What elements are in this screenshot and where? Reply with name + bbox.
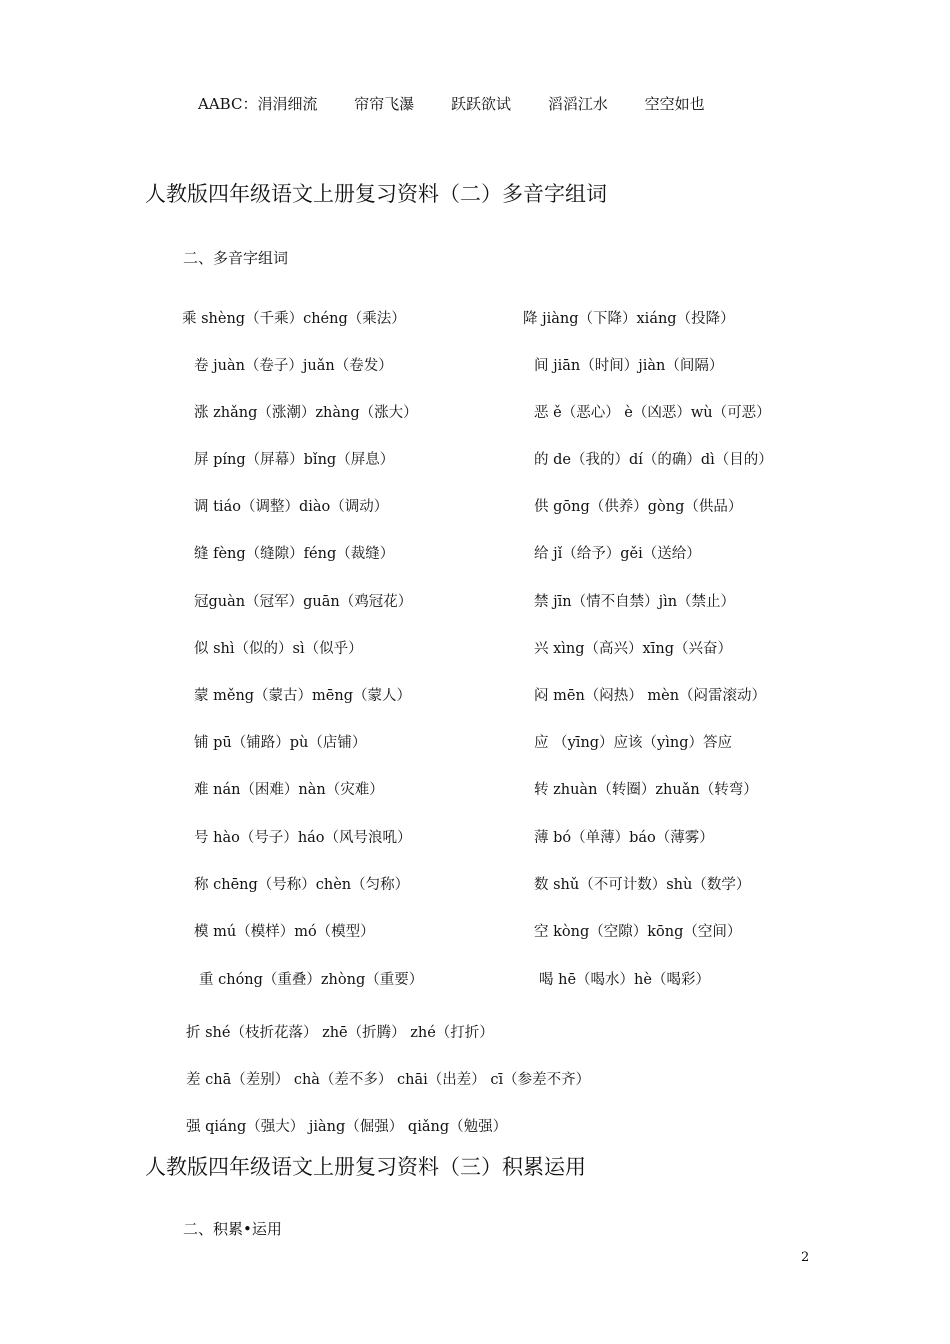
polyphone-entry: 薄 bó（单薄）báo（薄雾）: [534, 830, 714, 846]
polyphone-entry: 转 zhuàn（转圈）zhuǎn（转弯）: [534, 782, 758, 798]
polyphone-entry: 难 nán（困难）nàn（灾难）: [194, 782, 384, 798]
polyphone-entry: 给 jǐ（给予）gěi（送给）: [534, 546, 701, 562]
polyphone-entry: 供 gōng（供养）gòng（供品）: [534, 499, 743, 515]
page-number: 2: [801, 1250, 810, 1265]
polyphone-entry: 折 shé（枝折花落） zhē（折腾） zhé（打折）: [186, 1025, 494, 1041]
aabc-item: 跃跃欲试: [451, 95, 512, 113]
polyphone-entry: 缝 fèng（缝隙）féng（裁缝）: [194, 546, 395, 562]
polyphone-entry: 的 de（我的）dí（的确）dì（目的）: [534, 452, 773, 468]
section2-subtitle: 二、多音字组词: [183, 249, 289, 267]
polyphone-entry: 差 chā（差别） chà（差不多） chāi（出差） cī（参差不齐）: [186, 1072, 591, 1088]
polyphone-entry: 恶 ě（恶心） è（凶恶）wù（可恶）: [534, 405, 771, 421]
polyphone-entry: 铺 pū（铺路）pù（店铺）: [194, 735, 367, 751]
polyphone-entry: 兴 xìng（高兴）xīng（兴奋）: [534, 641, 732, 657]
aabc-item: 空空如也: [644, 95, 705, 113]
polyphone-entry: 模 mú（模样）mó（模型）: [194, 924, 375, 940]
section3-subtitle: 二、积累•运用: [183, 1220, 282, 1238]
polyphone-entry: 空 kòng（空隙）kōng（空间）: [534, 924, 742, 940]
aabc-item: 滔滔江水: [547, 95, 608, 113]
polyphone-entry: 喝 hē（喝水）hè（喝彩）: [539, 972, 710, 988]
polyphone-entry: 屏 píng（屏幕）bǐng（屏息）: [194, 452, 395, 468]
polyphone-entry: 重 chóng（重叠）zhòng（重要）: [199, 972, 424, 988]
polyphone-entry: 冠guàn（冠军）guān（鸡冠花）: [194, 594, 413, 610]
polyphone-entry: 乘 shèng（千乘）chéng（乘法）: [182, 311, 406, 327]
polyphone-entry: 称 chēng（号称）chèn（匀称）: [194, 877, 410, 893]
section3-title: 人教版四年级语文上册复习资料（三）积累运用: [145, 1155, 586, 1179]
polyphone-entry: 号 hào（号子）háo（风号浪吼）: [194, 830, 412, 846]
polyphone-entry: 降 jiàng（下降）xiáng（投降）: [523, 311, 735, 327]
polyphone-entry: 闷 mēn（闷热） mèn（闷雷滚动）: [534, 688, 767, 704]
aabc-label: AABC：: [198, 95, 258, 113]
polyphone-entry: 数 shǔ（不可计数）shù（数学）: [534, 877, 751, 893]
polyphone-entry: 蒙 měng（蒙古）mēng（蒙人）: [194, 688, 412, 704]
polyphone-entry: 卷 juàn（卷子）juǎn（卷发）: [194, 358, 393, 374]
aabc-item: 帘帘飞瀑: [354, 95, 415, 113]
polyphone-entry: 强 qiáng（强大） jiàng（倔强） qiǎng（勉强）: [186, 1119, 508, 1135]
aabc-line: [198, 93, 737, 114]
polyphone-entry: 禁 jīn（情不自禁）jìn（禁止）: [534, 594, 736, 610]
aabc-item: 涓涓细流: [257, 95, 318, 113]
polyphone-entry: 应 （yīng）应该（yìng）答应: [534, 735, 733, 751]
polyphone-entry: 似 shì（似的）sì（似乎）: [194, 641, 363, 657]
polyphone-entry: 调 tiáo（调整）diào（调动）: [194, 499, 389, 515]
polyphone-entry: 涨 zhǎng（涨潮）zhàng（涨大）: [194, 405, 418, 421]
polyphone-entry: 间 jiān（时间）jiàn（间隔）: [534, 358, 724, 374]
section2-title: 人教版四年级语文上册复习资料（二）多音字组词: [145, 182, 607, 206]
